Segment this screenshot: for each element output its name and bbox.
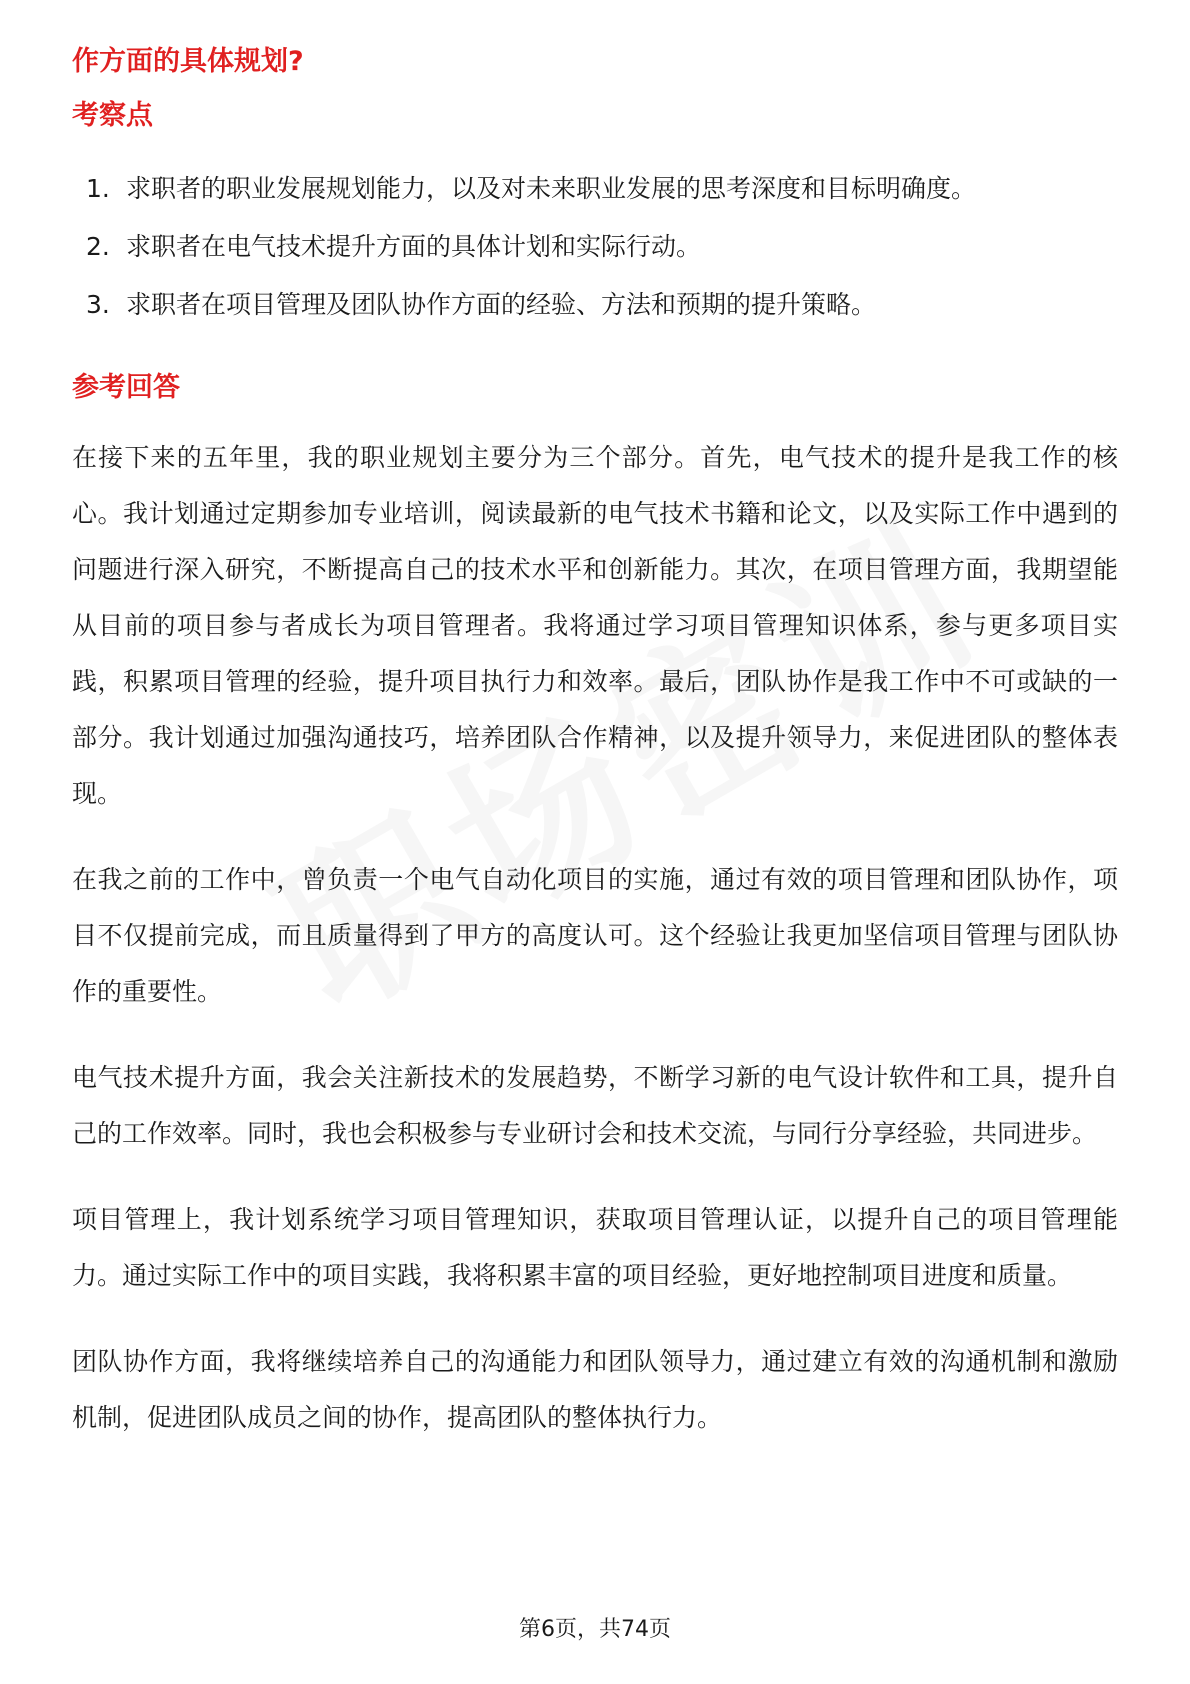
answer-paragraph: 电气技术提升方面，我会关注新技术的发展趋势，不断学习新的电气设计软件和工具，提升自己的工作效率。同时，我也会积极参与专业研讨会和技术交流，与同行分享经验，共同进步。 — [72, 1063, 1118, 1148]
list-item-number: 1. — [86, 174, 110, 203]
list-item-number: 3. — [86, 290, 110, 319]
list-item-text: 求职者的职业发展规划能力，以及对未来职业发展的思考深度和目标明确度。 — [126, 174, 977, 203]
section-label-points: 考察点 — [72, 100, 153, 131]
answer-paragraph: 在我之前的工作中，曾负责一个电气自动化项目的实施，通过有效的项目管理和团队协作，项目不仅提前完成，而且质量得到了甲方的高度认可。这个经验让我更加坚信项目管理与团队协作的重要性。 — [72, 865, 1118, 1006]
points-list — [72, 160, 1118, 334]
document-page — [72, 42, 1118, 1476]
answer-paragraph: 团队协作方面，我将继续培养自己的沟通能力和团队领导力，通过建立有效的沟通机制和激励机制，促进团队成员之间的协作，提高团队的整体执行力。 — [72, 1347, 1118, 1432]
answer-paragraph: 项目管理上，我计划系统学习项目管理知识，获取项目管理认证，以提升自己的项目管理能力。通过实际工作中的项目实践，我将积累丰富的项目经验，更好地控制项目进度和质量。 — [72, 1205, 1118, 1290]
list-item — [72, 160, 1118, 218]
answer-paragraph: 在接下来的五年里，我的职业规划主要分为三个部分。首先，电气技术的提升是我工作的核心。我计划通过定期参加专业培训，阅读最新的电气技术书籍和论文，以及实际工作中遇到的问题进行深入研究，不断提高自己的技术水平和创新能力。其次，在项目管理方面，我期望能从目前的项目参与者成长为项目管理者。我将通过学习项目管理知识体系，参与更多项目实践，积累项目管理的经验，提升项目执行力和效率。最后，团队协作是我工作中不可或缺的一部分。我计划通过加强沟通技巧，培养团队合作精神，以及提升领导力，来促进团队的整体表现。 — [72, 443, 1118, 808]
section-label-answer: 参考回答 — [72, 372, 180, 403]
page-number-footer: 第6页，共74页 — [519, 1617, 671, 1642]
list-item-text: 求职者在项目管理及团队协作方面的经验、方法和预期的提升策略。 — [126, 290, 877, 319]
list-item-number: 2. — [86, 232, 110, 261]
list-item — [72, 276, 1118, 334]
continued-question-title: 作方面的具体规划? — [72, 46, 304, 77]
list-item-text: 求职者在电气技术提升方面的具体计划和实际行动。 — [126, 232, 702, 261]
list-item — [72, 218, 1118, 276]
